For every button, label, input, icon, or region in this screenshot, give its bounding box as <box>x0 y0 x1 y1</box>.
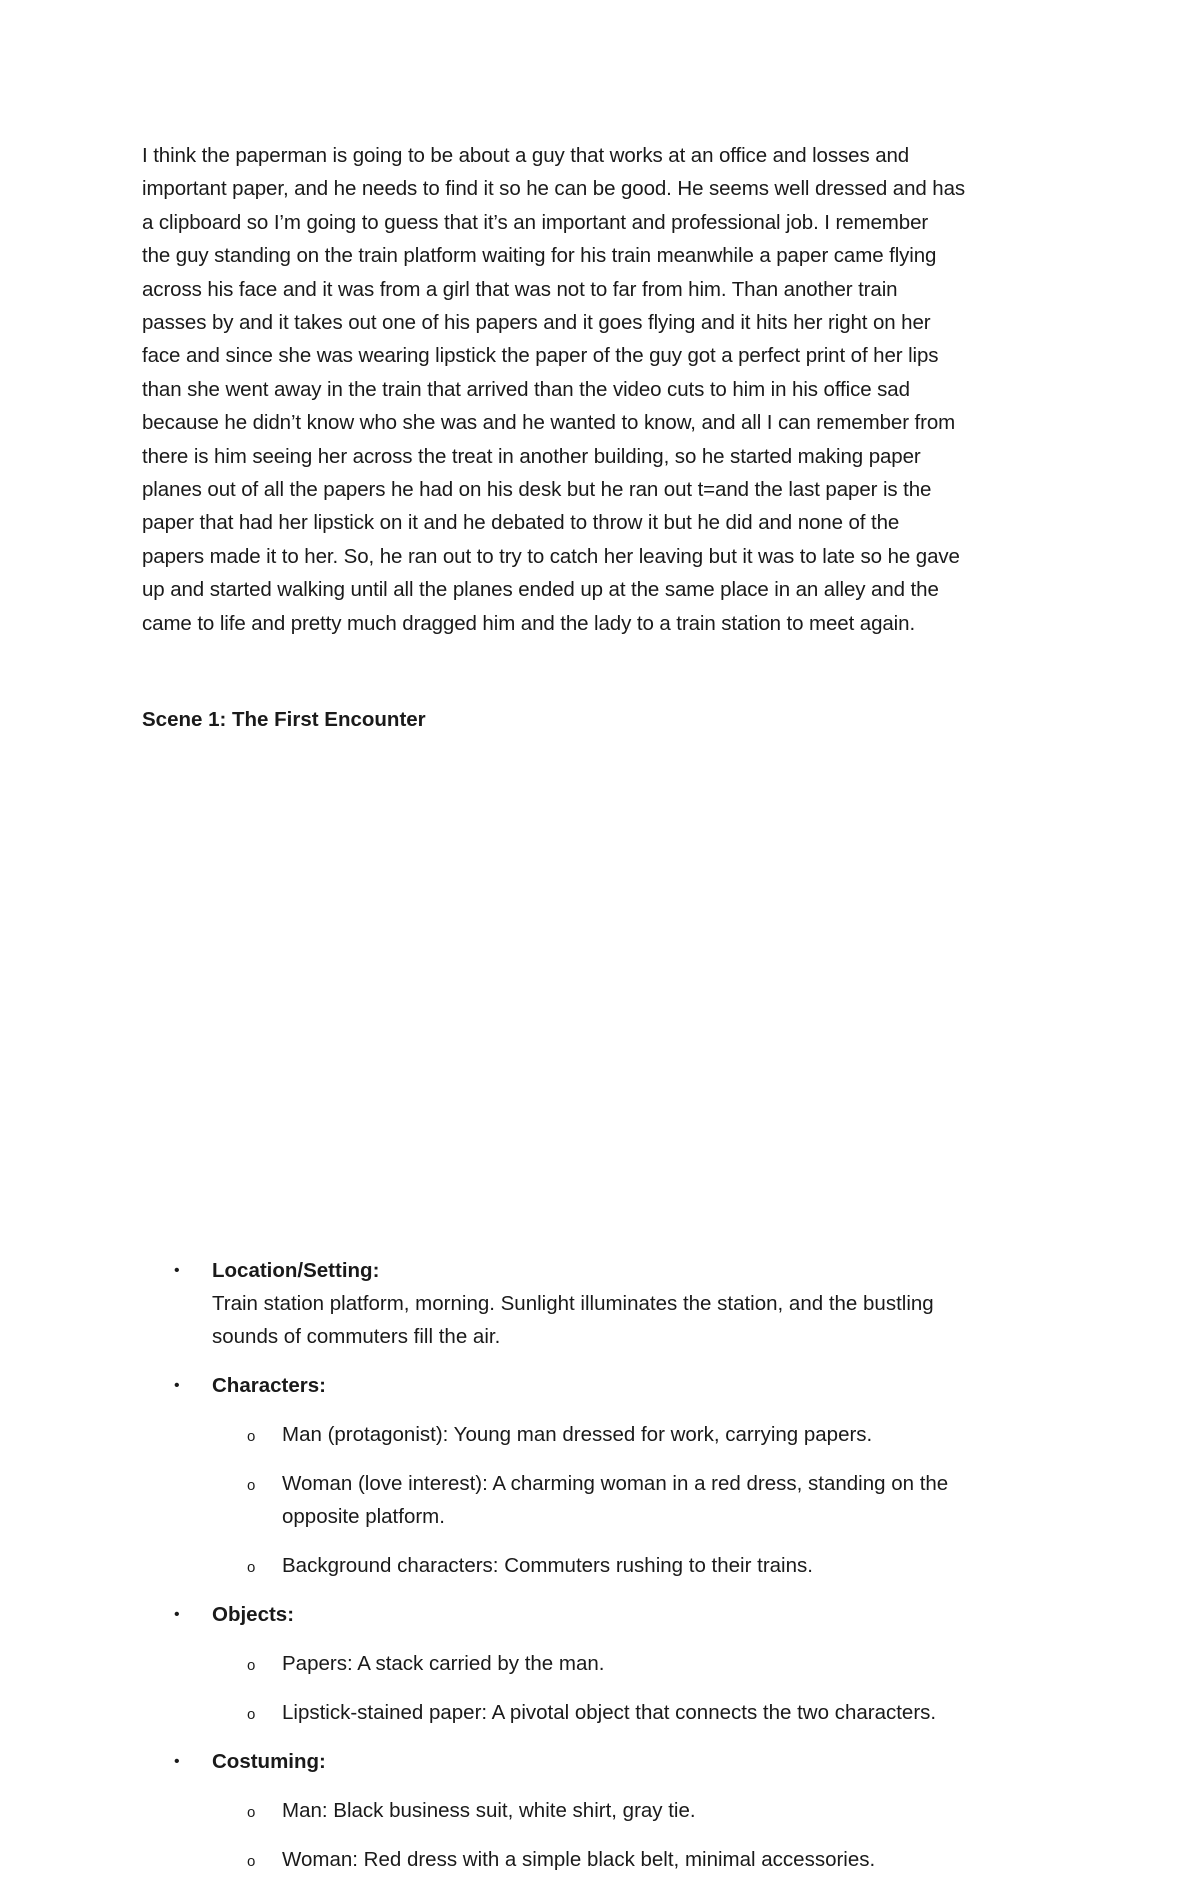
intro-line: a clipboard so I’m going to guess that it’s an important and professional job. I remember <box>142 210 929 234</box>
costuming-label: Costuming: <box>212 1750 326 1774</box>
sub-bullet-icon: o <box>247 1559 256 1577</box>
location-line: sounds of commuters fill the air. <box>212 1325 501 1349</box>
bullet-icon: • <box>174 1262 180 1280</box>
location-line: Train station platform, morning. Sunlight illuminates the station, and the bustling <box>212 1292 934 1316</box>
sub-bullet-icon: o <box>247 1428 256 1446</box>
sub-bullet-icon: o <box>247 1657 256 1675</box>
character-text: opposite platform. <box>282 1505 445 1529</box>
object-text: Papers: A stack carried by the man. <box>282 1652 605 1676</box>
sub-bullet-icon: o <box>247 1477 256 1495</box>
character-text: Woman (love interest): A charming woman in a red dress, standing on the <box>282 1472 949 1496</box>
bullet-icon: • <box>174 1753 180 1771</box>
character-text: Man (protagonist): Young man dressed for work, carrying papers. <box>282 1423 873 1447</box>
intro-line: face and since she was wearing lipstick the paper of the guy got a perfect print of her lips <box>142 344 939 368</box>
intro-line: the guy standing on the train platform waiting for his train meanwhile a paper came flying <box>142 244 937 268</box>
sub-bullet-icon: o <box>247 1804 256 1822</box>
intro-line: passes by and it takes out one of his papers and it goes flying and it hits her right on her <box>142 311 931 335</box>
intro-line: papers made it to her. So, he ran out to try to catch her leaving but it was to late so he gave <box>142 544 960 568</box>
bullet-icon: • <box>174 1377 180 1395</box>
costume-text: Woman: Red dress with a simple black belt, minimal accessories. <box>282 1848 876 1872</box>
character-text: Background characters: Commuters rushing to their trains. <box>282 1554 813 1578</box>
costume-text: Man: Black business suit, white shirt, gray tie. <box>282 1799 696 1823</box>
intro-line: important paper, and he needs to find it so he can be good. He seems well dressed and has <box>142 177 966 201</box>
sub-bullet-icon: o <box>247 1853 256 1871</box>
location-label: Location/Setting: <box>212 1259 380 1283</box>
intro-line: planes out of all the papers he had on his desk but he ran out t=and the last paper is the <box>142 478 932 502</box>
intro-line: there is him seeing her across the treat in another building, so he started making paper <box>142 444 921 468</box>
objects-label: Objects: <box>212 1603 295 1627</box>
page-content <box>142 139 1062 1872</box>
intro-line: I think the paperman is going to be about a guy that works at an office and losses and <box>142 144 910 167</box>
intro-paragraph <box>142 139 1062 640</box>
sub-bullet-icon: o <box>247 1706 256 1724</box>
bullet-icon: • <box>174 1606 180 1624</box>
object-text: Lipstick-stained paper: A pivotal object that connects the two characters. <box>282 1701 937 1725</box>
intro-line: because he didn’t know who she was and he wanted to know, and all I can remember from <box>142 411 956 435</box>
scene-heading: Scene 1: The First Encounter <box>142 708 426 731</box>
intro-line: across his face and it was from a girl that was not to far from him. Than another train <box>142 277 898 301</box>
characters-label: Characters: <box>212 1374 326 1398</box>
intro-line: up and started walking until all the planes ended up at the same place in an alley and the <box>142 578 939 602</box>
intro-line: than she went away in the train that arrived than the video cuts to him in his office sad <box>142 377 910 401</box>
intro-line: paper that had her lipstick on it and he debated to throw it but he did and none of the <box>142 511 900 535</box>
intro-line: came to life and pretty much dragged him and the lady to a train station to meet again. <box>142 611 916 635</box>
